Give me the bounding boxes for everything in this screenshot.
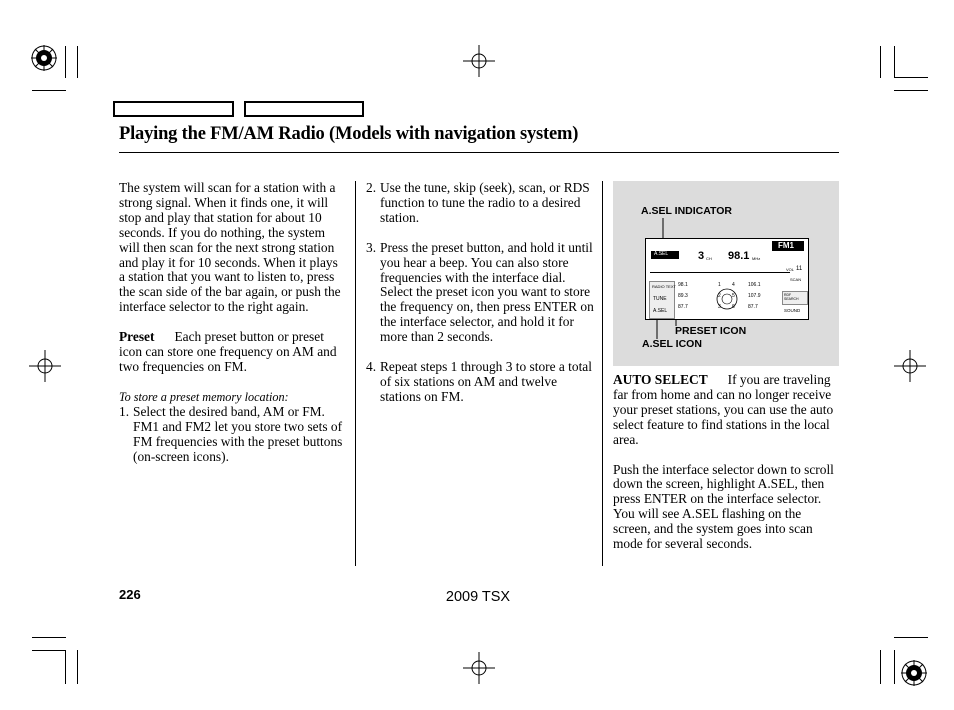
- auto-select-text: If you are traveling far from home and can no longer receive your preset stations, you can use the auto select feature to find stations in the local area.: [613, 372, 834, 447]
- preset-num: 6: [732, 304, 735, 310]
- preset-freq: 106.1: [748, 282, 761, 288]
- crosshair-icon: [894, 350, 926, 382]
- step-2: [366, 181, 594, 226]
- radio-display: [645, 238, 809, 320]
- preset-freq: 87.7: [678, 304, 688, 310]
- model-name: 2009 TSX: [445, 589, 511, 605]
- preset-label: Preset: [119, 329, 155, 345]
- step-1: [119, 405, 347, 465]
- column-1: [119, 181, 347, 464]
- step-text: Press the preset button, and hold it until you hear a beep. You can also store frequencies with the interface dial. Select the preset icon you want to store the frequency on, then press ENTER on the interface selector, and hold it for more than 2 seconds.: [380, 239, 594, 345]
- crosshair-icon: [463, 45, 495, 77]
- asel-icon-label: A.SEL ICON: [642, 338, 702, 350]
- page-title: Playing the FM/AM Radio (Models with navigation system): [119, 124, 579, 144]
- preset-num: 5: [732, 293, 735, 299]
- step-text: Repeat steps 1 through 3 to store a total of six stations on AM and twelve stations on FM.: [380, 359, 592, 404]
- preset-freq: 89.3: [678, 293, 688, 299]
- step-text: Use the tune, skip (seek), scan, or RDS function to tune the radio to a desired station.: [380, 180, 590, 225]
- preset-freq: 107.9: [748, 293, 761, 299]
- column-2: [366, 181, 594, 405]
- auto-select-paragraph: [613, 373, 841, 448]
- crosshair-icon: [29, 350, 61, 382]
- vol-area: [786, 263, 804, 277]
- preset-num: 4: [732, 282, 735, 288]
- step-text: Select the desired band, AM or FM. FM1 and FM2 let you store two sets of FM frequencies with the preset buttons (on-screen icons).: [133, 403, 343, 464]
- asel-indicator-text: A.SEL: [654, 251, 669, 257]
- rdf-search-text: RDF SEARCH: [784, 293, 799, 301]
- asel-button: A.SEL: [653, 308, 668, 314]
- radio-text-button: RADIO TEXT: [652, 284, 676, 289]
- step-number: 4.: [366, 359, 377, 375]
- column-divider: [602, 181, 603, 566]
- column-3: [613, 373, 841, 552]
- intro-paragraph: The system will scan for a station with a strong signal. When it finds one, it will stop and play that station for about 10 seconds. If you do nothing, the system will then scan for the next strong station and play it for 10 seconds. When it plays a station that you want to listen to, press the scan side of the bar again, or push the interface selector to the right again.: [119, 180, 341, 315]
- vol-label: VOL: [786, 267, 795, 272]
- asel-indicator-label: A.SEL INDICATOR: [641, 205, 733, 217]
- step-3: [366, 241, 594, 345]
- header-tab-box: [244, 101, 364, 117]
- step-number: 2.: [366, 180, 377, 195]
- step-number: 1.: [119, 403, 130, 419]
- interface-paragraph: Push the interface selector down to scroll down the screen, highlight A.SEL, then press ENTER on the interface selector. You will see A.SEL flashing on the screen, and the system goes into scan mode for several seconds.: [613, 461, 834, 552]
- registration-target-icon: [30, 44, 58, 72]
- registration-target-icon: [900, 659, 928, 687]
- preset-grid-right: [730, 281, 780, 317]
- howto-heading: To store a preset memory location:: [119, 389, 289, 404]
- preset-freq: 87.7: [748, 304, 758, 310]
- sound-button: SOUND: [784, 308, 801, 313]
- band-text: FM1: [778, 241, 794, 250]
- preset-unit: CH: [706, 256, 712, 261]
- preset-num: 3: [718, 304, 721, 310]
- frequency-unit: MHz: [752, 256, 761, 261]
- preset-freq: 98.1: [678, 282, 688, 288]
- header-tab-box: [113, 101, 234, 117]
- preset-num: 2: [718, 293, 721, 299]
- step-4: [366, 360, 594, 405]
- preset-paragraph: [119, 330, 347, 375]
- scan-label: SCAN: [790, 277, 802, 282]
- preset-number: 3: [698, 250, 705, 262]
- preset-num: 1: [718, 282, 721, 288]
- page-number: 226: [119, 587, 141, 602]
- preset-text: Each preset button or preset icon can store one frequency on AM and two frequencies on FM.: [119, 329, 337, 374]
- tune-button: TUNE: [653, 296, 667, 302]
- step-number: 3.: [366, 239, 377, 255]
- column-divider: [355, 181, 356, 566]
- preset-icon-label: PRESET ICON: [675, 325, 747, 337]
- title-rule: [119, 152, 839, 153]
- screen-rule: [650, 272, 790, 273]
- auto-select-label: AUTO SELECT: [613, 372, 708, 387]
- vol-value: 11: [796, 266, 803, 272]
- frequency: 98.1: [728, 250, 750, 262]
- crosshair-icon: [463, 652, 495, 684]
